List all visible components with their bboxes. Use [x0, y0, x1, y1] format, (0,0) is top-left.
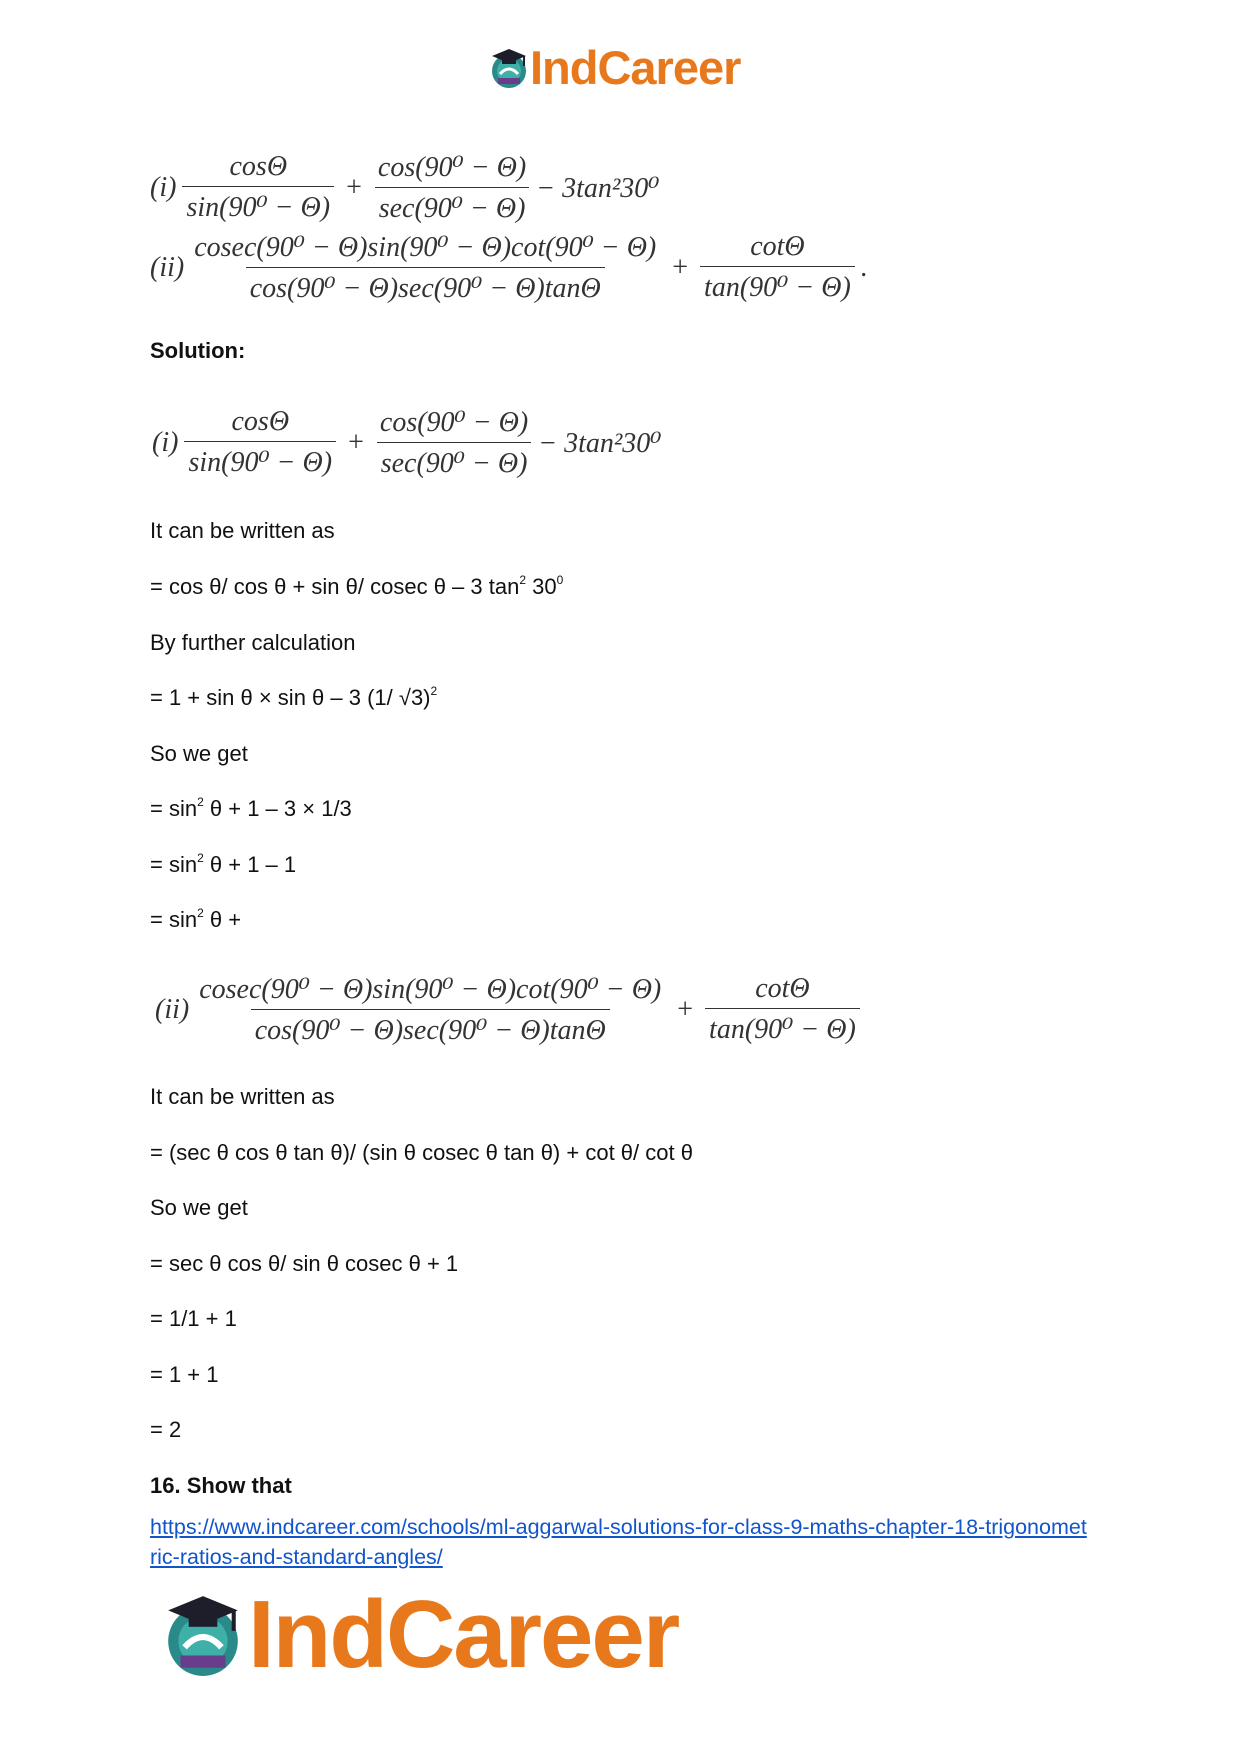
numerator: cosΘ — [229, 151, 288, 182]
graduation-cap-globe-icon — [160, 1589, 246, 1681]
denominator: sec(90⁰ − Θ) — [375, 187, 530, 225]
denominator: tan(90⁰ − Θ) — [705, 1008, 860, 1046]
expression-tail: − 3tan²30⁰ — [536, 172, 660, 204]
text-line: = sec θ cos θ/ sin θ cosec θ + 1 — [150, 1251, 459, 1276]
fraction — [376, 405, 532, 480]
fraction — [700, 231, 855, 304]
denominator: tan(90⁰ − Θ) — [700, 266, 855, 304]
fraction — [184, 406, 336, 479]
numerator: cos(90⁰ − Θ) — [377, 152, 527, 183]
text-line: = 2 — [150, 1417, 182, 1442]
text-line: By further calculation — [150, 630, 356, 655]
expression-i-question — [150, 150, 660, 225]
expression-period: . — [860, 251, 868, 283]
numerator: cosΘ — [231, 406, 290, 437]
expression-label: (ii) — [150, 251, 185, 283]
fraction — [190, 230, 660, 305]
denominator: sec(90⁰ − Θ) — [377, 442, 532, 480]
text-line: = 1/1 + 1 — [150, 1306, 237, 1331]
solution-heading: Solution: — [150, 338, 246, 363]
text-line: = (sec θ cos θ tan θ)/ (sin θ cosec θ tan θ) + cot θ/ cot θ — [150, 1140, 693, 1165]
denominator: cos(90⁰ − Θ)sec(90⁰ − Θ)tanΘ — [246, 267, 605, 305]
logo-text: IndCareer — [248, 1581, 679, 1688]
expression-tail: − 3tan²30⁰ — [538, 427, 662, 459]
text-line: So we get — [150, 1195, 248, 1220]
expression-ii-solution — [155, 972, 866, 1047]
text-line: = $\sin^2 \theta$ + — [150, 905, 242, 932]
plus-sign: + — [348, 426, 364, 458]
graduation-cap-globe-icon — [488, 46, 530, 90]
expression-i-solution — [152, 405, 662, 480]
text-line: It can be written as — [150, 518, 335, 543]
denominator: sin(90⁰ − Θ) — [184, 441, 336, 479]
text-line: = $\sin^2 \theta + 1 - 1$ — [150, 850, 297, 877]
expression-ii-question — [150, 230, 868, 305]
logo-text: IndCareer — [530, 41, 741, 94]
numerator: cosec(90⁰ − Θ)sin(90⁰ − Θ)cot(90⁰ − Θ) — [199, 974, 662, 1005]
header-logo — [488, 40, 740, 95]
next-question-heading: 16. Show that — [150, 1473, 292, 1498]
text-line: = 1 + sin θ × sin θ – 3 (1/ √3)$^2$ — [150, 683, 438, 710]
denominator: sin(90⁰ − Θ) — [182, 186, 334, 224]
source-link[interactable]: https://www.indcareer.com/schools/ml-aggarwal-solutions-for-class-9-maths-chapter-18-trigonometric-ratios-and-standard-angles/ — [150, 1515, 1087, 1569]
numerator: cotΘ — [755, 973, 810, 1004]
expression-label: (ii) — [155, 993, 190, 1025]
denominator: cos(90⁰ − Θ)sec(90⁰ − Θ)tanΘ — [251, 1009, 610, 1047]
expression-label: (i) — [152, 426, 179, 458]
text-line: = cos θ/ cos θ + sin θ/ cosec θ – 3 $\tan^2 30^0$ — [150, 572, 564, 599]
fraction — [374, 150, 530, 225]
numerator: cotΘ — [750, 231, 805, 262]
plus-sign: + — [346, 171, 362, 203]
numerator: cosec(90⁰ − Θ)sin(90⁰ − Θ)cot(90⁰ − Θ) — [194, 232, 657, 263]
text-line: It can be written as — [150, 1084, 335, 1109]
footer-logo — [160, 1580, 678, 1690]
text-line: = 1 + 1 — [150, 1362, 219, 1387]
plus-sign: + — [677, 993, 694, 1025]
plus-sign: + — [672, 251, 689, 283]
numerator: cos(90⁰ − Θ) — [379, 407, 529, 438]
fraction — [705, 973, 860, 1046]
expression-label: (i) — [150, 171, 177, 203]
text-line: = $\sin^2 \theta + 1 - 3 \times 1/3$ — [150, 794, 352, 821]
fraction — [182, 151, 334, 224]
text-line: So we get — [150, 741, 248, 766]
fraction — [195, 972, 665, 1047]
